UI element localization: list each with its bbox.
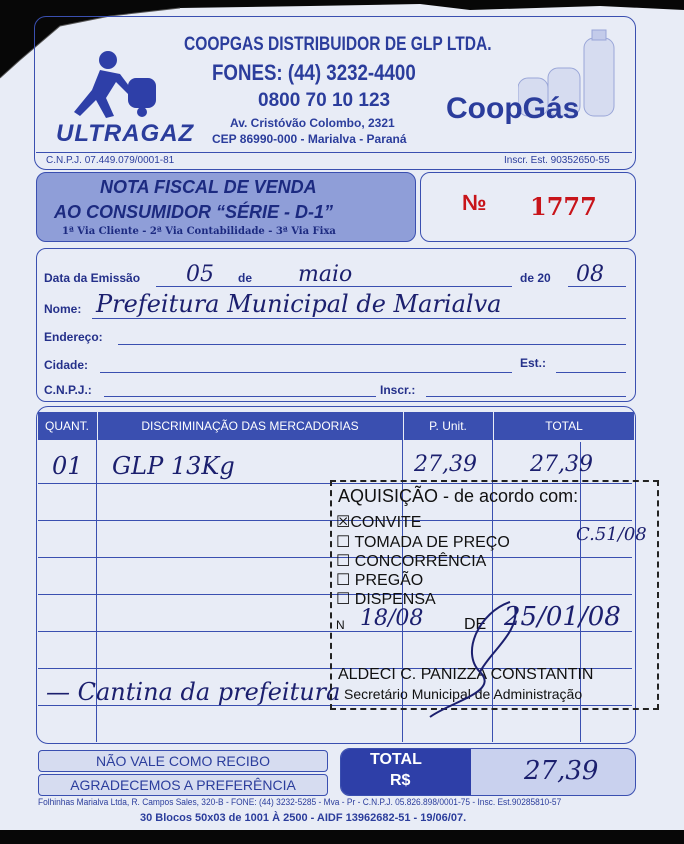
stamp-option-pregao: ☐ PREGÃO [336,572,424,589]
date-month: maio [298,262,353,287]
stamp-title: AQUISIÇÃO - de acordo com: [338,486,579,506]
printer-info: Folhinhas Marialva Ltda, R. Campos Sales, 320-B - FONE: (44) 3232-5285 - Mva - Pr - C.N.P.J. 05.826.898/0001-75 - Insc. Est.90285810-57 [38,797,562,807]
date-year-label: de 20 [520,271,551,285]
stamp-de-label: DE [464,616,487,633]
name-label: Nome: [44,302,82,316]
address-label: Endereço: [44,330,103,344]
stamp-number-label: N [336,618,345,632]
item-note: — Cantina da prefeitura [46,678,341,706]
address-line [118,344,626,345]
title-line-2: AO CONSUMIDOR “SÉRIE - D-1” [54,202,334,222]
header-description: DISCRIMINAÇÃO DAS MERCADORIAS [98,412,402,440]
stamp-number: 18/08 [360,606,424,631]
header-quantity: QUANT. [38,412,96,440]
item-quantity: 01 [52,452,83,480]
address-street: Av. Cristóvão Colombo, 2321 [230,116,395,130]
cnpj-label: C.N.P.J.: [44,383,92,397]
cnpj-line [104,396,376,397]
date-day: 05 [186,262,214,287]
inscr-line [426,396,626,397]
notice-not-receipt: NÃO VALE COMO RECIBO [38,750,328,772]
stamp-reference: C.51/08 [576,524,647,545]
number-box [420,172,636,242]
header-unit-price: P. Unit. [404,412,492,440]
item-total: 27,39 [530,452,593,477]
name-line [92,318,626,319]
ultragaz-logo: ULTRAGAZ [56,120,195,147]
stamp-option-convite: ☒CONVITE [336,514,422,531]
header-total: TOTAL [494,412,634,440]
coopgas-logo: CoopGás [446,92,580,125]
inscr-label: Inscr.: [380,383,416,397]
city-label: Cidade: [44,358,89,372]
state-line [556,372,626,373]
stamp-option-dispensa: ☐ DISPENSA [336,591,436,608]
cnpj: C.N.P.J. 07.449.079/0001-81 [46,155,175,166]
print-run-info: 30 Blocos 50x03 de 1001 À 2500 - AIDF 13962682-51 - 19/06/07. [140,812,467,824]
city-line [100,372,512,373]
title-line-3: 1ª Via Cliente - 2ª Via Contabilidade - 3ª Via Fixa [62,226,336,237]
date-label: Data da Emissão [44,271,141,285]
notice-thanks: AGRADECEMOS A PREFERÊNCIA [38,774,328,796]
signature-mark [420,592,530,722]
phone-numbers: FONES: (44) 3232-4400 [212,60,416,85]
delivery-man-icon [70,50,170,120]
customer-name: Prefeitura Municipal de Marialva [96,290,502,318]
stamp-official-name: ALDECI C. PANIZZA CONSTANTIN [338,666,594,683]
stamp-date: 25/01/08 [504,602,621,632]
total-amount: 27,39 [524,756,599,786]
total-currency: R$ [390,772,411,789]
company-name: COOPGAS DISTRIBUIDOR DE GLP LTDA. [184,34,492,55]
item-unit-price: 27,39 [414,452,477,477]
stamp-option-tomada: ☐ TOMADA DE PREÇO [336,534,510,551]
date-de-label: de [238,271,253,285]
address-city: CEP 86990-000 - Marialva - Paraná [212,132,407,146]
invoice-number: 1777 [530,192,597,221]
date-year: 08 [576,262,604,287]
item-description: GLP 13Kg [112,452,235,480]
total-label: TOTAL [370,751,422,768]
state-registration: Inscr. Est. 90352650-55 [504,155,610,166]
number-symbol: № [462,190,487,215]
stamp-option-concorrencia: ☐ CONCORRÊNCIA [336,553,487,570]
header-divider [36,152,632,153]
stamp-official-role: Secretário Municipal de Administração [344,686,583,702]
title-line-1: NOTA FISCAL DE VENDA [100,177,317,197]
toll-free: 0800 70 10 123 [258,90,391,111]
state-label: Est.: [520,356,547,370]
